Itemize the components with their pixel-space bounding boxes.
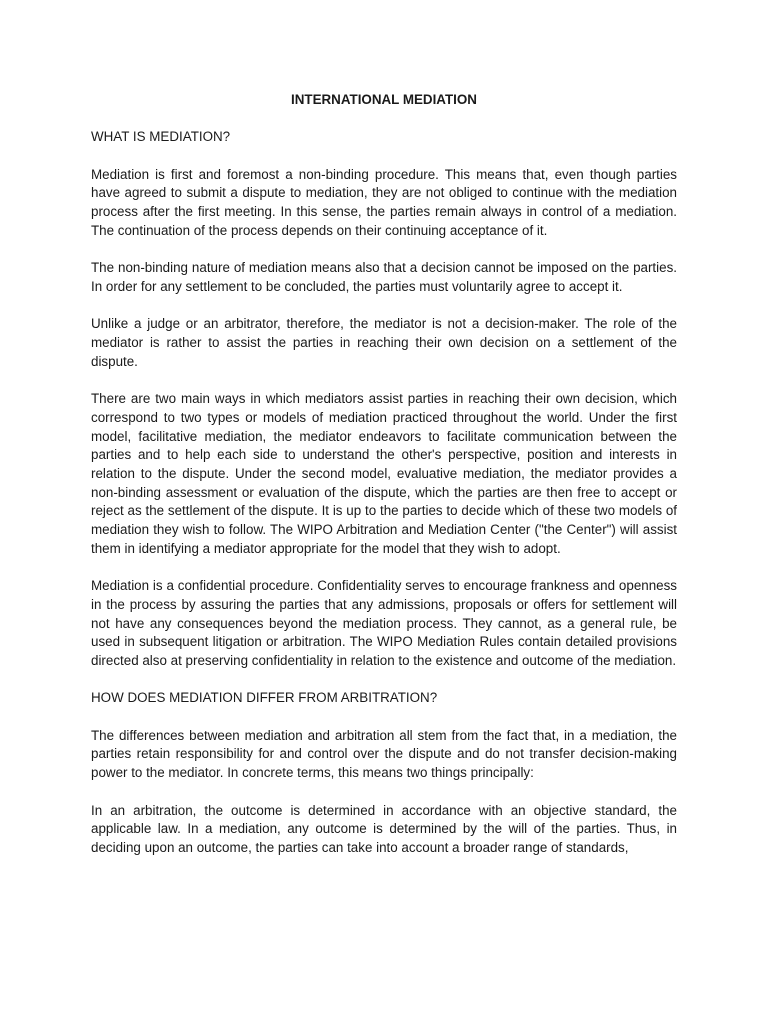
section-heading-what-is-mediation: WHAT IS MEDIATION?	[91, 129, 231, 145]
paragraph: Mediation is first and foremost a non-binding procedure. This means that, even though parties have agreed to submit a dispute to mediation, they are not obliged to continue with the mediation process after the first meeting. In this sense, the parties remain always in control of a mediation. The continuation of the process depends on their continuing acceptance of it.	[91, 166, 677, 238]
paragraph: Mediation is a confidential procedure. Confidentiality serves to encourage frankness and openness in the process by assuring the parties that any admissions, proposals or offers for settlement will not have any consequences beyond the mediation process. They cannot, as a general rule, be used in subsequent litigation or arbitration. The WIPO Mediation Rules contain detailed provisions directed also at preserving confidentiality in relation to the existence and outcome of the mediation.	[91, 578, 677, 668]
paragraph: There are two main ways in which mediators assist parties in reaching their own decision, which correspond to two types or models of mediation practiced throughout the world. Under the first model, facilitative mediation, the mediator endeavors to facilitate communication between the parties and to help each side to understand the other's perspective, position and interests in relation to the dispute. Under the second model, evaluative mediation, the mediator provides a non-binding assessment or evaluation of the dispute, which the parties are then free to accept or reject as the settlement of the dispute. It is up to the parties to decide which of these two models of mediation they wish to follow. The WIPO Arbitration and Mediation Center ("the Center") will assist them in identifying a mediator appropriate for the model that they wish to adopt.	[91, 391, 677, 556]
section-heading-mediation-vs-arbitration: HOW DOES MEDIATION DIFFER FROM ARBITRATION?	[91, 690, 438, 706]
document-body	[91, 91, 677, 876]
paragraph: Unlike a judge or an arbitrator, therefore, the mediator is not a decision-maker. The role of the mediator is rather to assist the parties in reaching their own decision on a settlement of the dispute.	[91, 316, 677, 369]
paragraph: The non-binding nature of mediation means also that a decision cannot be imposed on the parties. In order for any settlement to be concluded, the parties must voluntarily agree to accept it.	[91, 260, 677, 294]
document-title: INTERNATIONAL MEDIATION	[291, 92, 477, 107]
paragraph: In an arbitration, the outcome is determined in accordance with an objective standard, the applicable law. In a mediation, any outcome is determined by the will of the parties. Thus, in deciding upon an outcome, the parties can take into account a broader range of standards,	[91, 802, 677, 855]
paragraph: The differences between mediation and arbitration all stem from the fact that, in a mediation, the parties retain responsibility for and control over the dispute and do not transfer decision-making power to the mediator. In concrete terms, this means two things principally:	[91, 727, 677, 781]
